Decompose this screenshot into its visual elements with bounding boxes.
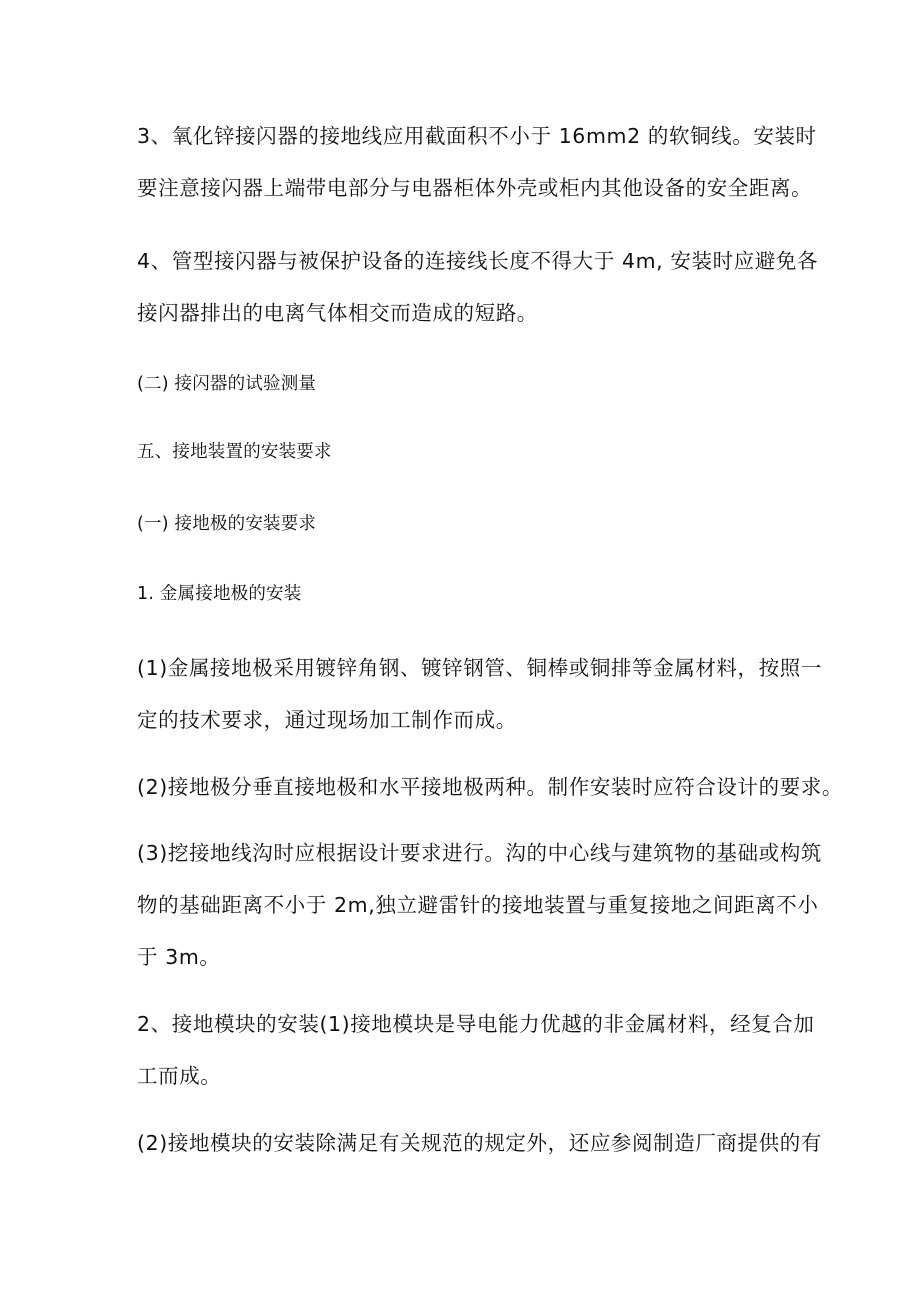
text-line: 定的技术要求，通过现场加工制作而成。 — [137, 708, 517, 732]
text-line: 4、管型接闪器与被保护设备的连接线长度不得大于 4m, 安装时应避免各 — [137, 249, 819, 273]
text-line: 1. 金属接地极的安装 — [137, 584, 302, 604]
text-line: 3、氧化锌接闪器的接地线应用截面积不小于 16mm2 的软铜线。安装时 — [137, 124, 817, 148]
paragraph-tube-arrester — [137, 235, 819, 339]
text-line: 五、接地装置的安装要求 — [137, 442, 332, 462]
text-line: 工而成。 — [137, 1064, 222, 1088]
text-line: 物的基础距离不小于 2m,独立避雷针的接地装置与重复接地之间距离不小 — [137, 893, 819, 917]
text-line: (2)接地模块的安装除满足有关规范的规定外，还应参阅制造厂商提供的有 — [137, 1131, 822, 1155]
paragraph-trench-digging — [137, 827, 822, 983]
text-line: (2)接地极分垂直接地极和水平接地极两种。制作安装时应符合设计的要求。 — [137, 775, 844, 799]
text-line: 2、接地模块的安装(1)接地模块是导电能力优越的非金属材料，经复合加 — [137, 1012, 815, 1036]
text-line: 于 3m。 — [137, 945, 221, 969]
text-line: (二) 接闪器的试验测量 — [137, 374, 317, 394]
paragraph-grounding-module — [137, 998, 815, 1102]
heading-metal-ground-electrode — [137, 579, 789, 609]
text-line: 接闪器排出的电离气体相交而造成的短路。 — [137, 301, 538, 325]
paragraph-electrode-types — [137, 761, 844, 813]
heading-ground-electrode-requirements — [137, 509, 789, 539]
text-line: (3)挖接地线沟时应根据设计要求进行。沟的中心线与建筑物的基础或构筑 — [137, 841, 822, 865]
text-line: 要注意接闪器上端带电部分与电器柜体外壳或柜内其他设备的安全距离。 — [137, 176, 813, 200]
text-line: (一) 接地极的安装要求 — [137, 514, 317, 534]
text-line: (1)金属接地极采用镀锌角钢、镀锌钢管、铜棒或铜排等金属材料，按照一 — [137, 656, 822, 680]
paragraph-module-installation — [137, 1117, 822, 1169]
heading-arrester-testing — [137, 369, 789, 399]
heading-grounding-installation — [137, 437, 789, 467]
paragraph-zinc-oxide-arrester — [137, 110, 817, 214]
paragraph-metal-materials — [137, 642, 822, 746]
